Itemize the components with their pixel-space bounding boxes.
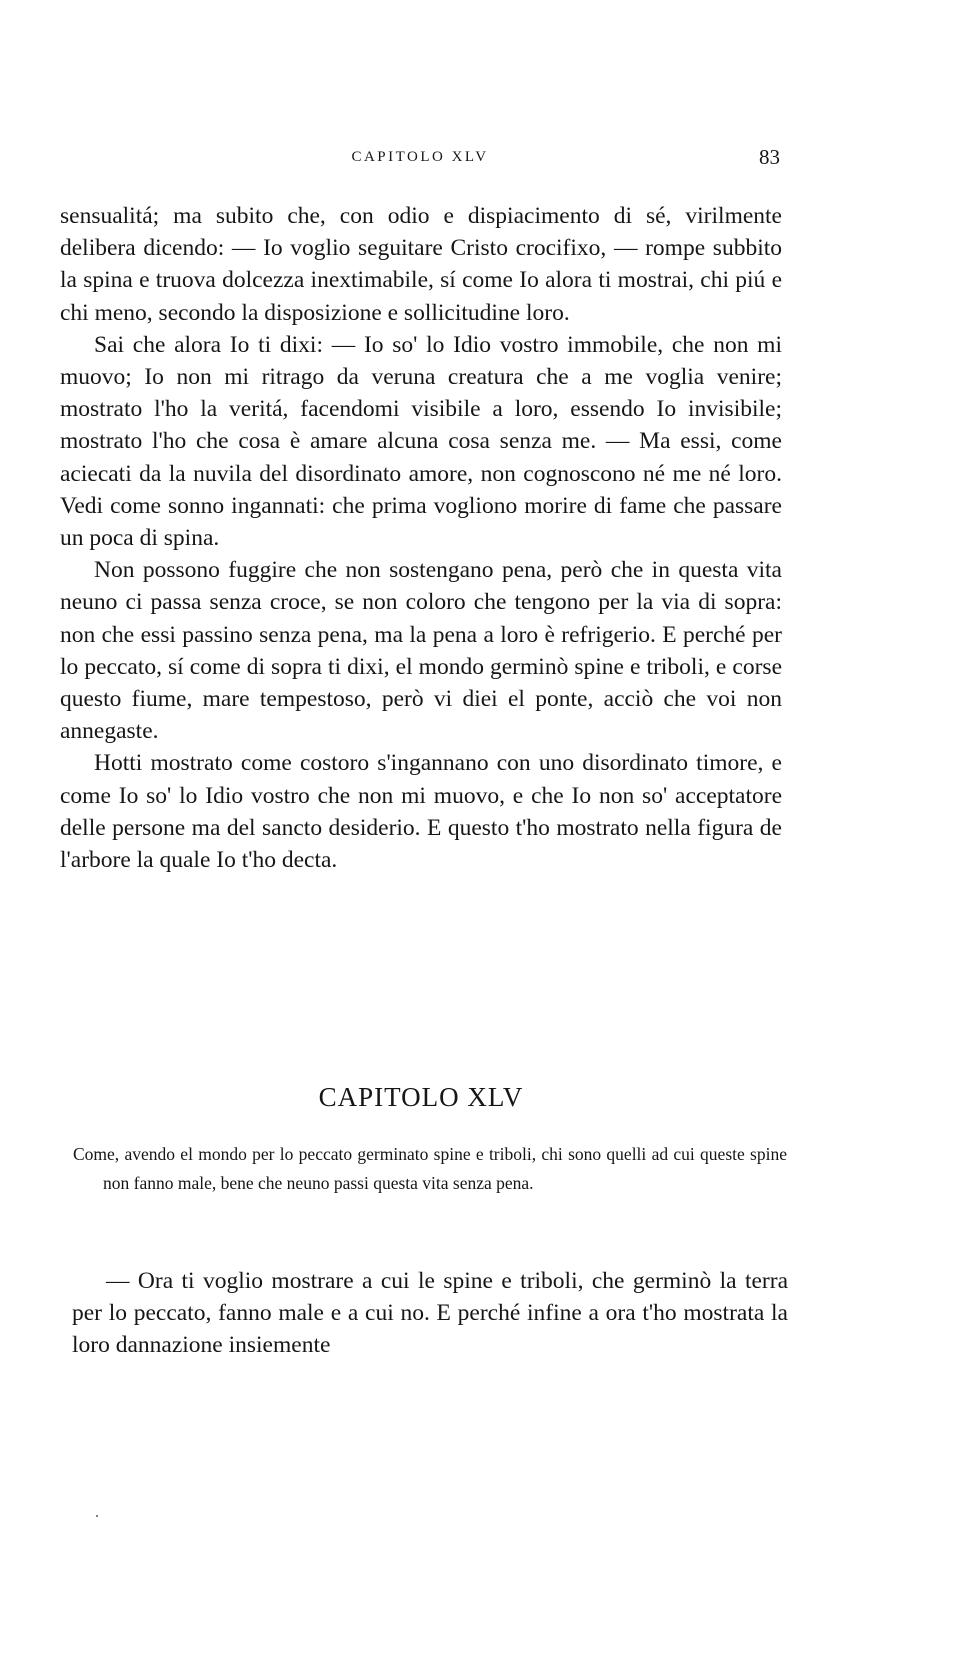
chapter-summary: Come, avendo el mondo per lo peccato germinato spine e triboli, chi sono quelli ad cui queste spine non fanno male, bene che neuno passi questa vita senza pena. — [73, 1144, 787, 1193]
page-number: 83 — [759, 145, 780, 169]
scan-speck — [96, 1515, 98, 1517]
paragraph: Non possono fuggire che non sostengano pena, però che in questa vita neuno ci passa senza croce, se non coloro che tengono per la via di sopra: non che essi passino senza pena, ma la pena a loro è refrigerio. E perché per lo peccato, sí come di sopra ti dixi, el mondo germinò spine e triboli, e corse questo fiume, mare tempestoso, però vi diei el ponte, acciò che voi non annegaste. — [60, 557, 782, 745]
paragraph: — Ora ti voglio mostrare a cui le spine e triboli, che germinò la terra per lo peccato, fanno male e a cui no. E perché infine a ora t'ho mostrata la loro dannazione insiemente — [72, 1268, 788, 1359]
paragraph: Sai che alora Io ti dixi: — Io so' lo Idio vostro immobile, che non mi muovo; Io non mi ritrago da veruna creatura che a me voglia venire; mostrato l'ho la veritá, facendomi visibile a loro, essendo Io invisibile; mostrato l'ho che cosa è amare alcuna cosa senza me. — Ma essi, come aciecati da la nuvila del disordinato amore, non cognoscono né me né loro. Vedi come sonno ingannati: che prima vogliono morire di fame che passare un poca di spina. — [60, 331, 782, 552]
paragraph: sensualitá; ma subito che, con odio e dispiacimento di sé, virilmente delibera dicendo: — Io voglio seguitare Cristo crocifixo, — rompe subbito la spina e truova dolcezza inextimabile, sí come Io alora ti mostrai, chi piú e chi meno, secondo la disposizione e sollicitudine loro. — [60, 203, 782, 326]
running-title: CAPITOLO XLV — [351, 149, 489, 165]
page-header — [60, 145, 780, 175]
paragraph: Hotti mostrato come costoro s'ingannano con uno disordinato timore, e come Io so' lo Idio vostro che non mi muovo, e che Io non so' acceptatore delle persone ma del sancto desiderio. E questo t'ho mostrato nella figura de l'arbore la quale Io t'ho decta. — [60, 750, 782, 874]
body-text-top — [60, 200, 782, 876]
body-text-bottom — [72, 1265, 788, 1362]
chapter-heading: CAPITOLO XLV — [318, 1082, 524, 1112]
